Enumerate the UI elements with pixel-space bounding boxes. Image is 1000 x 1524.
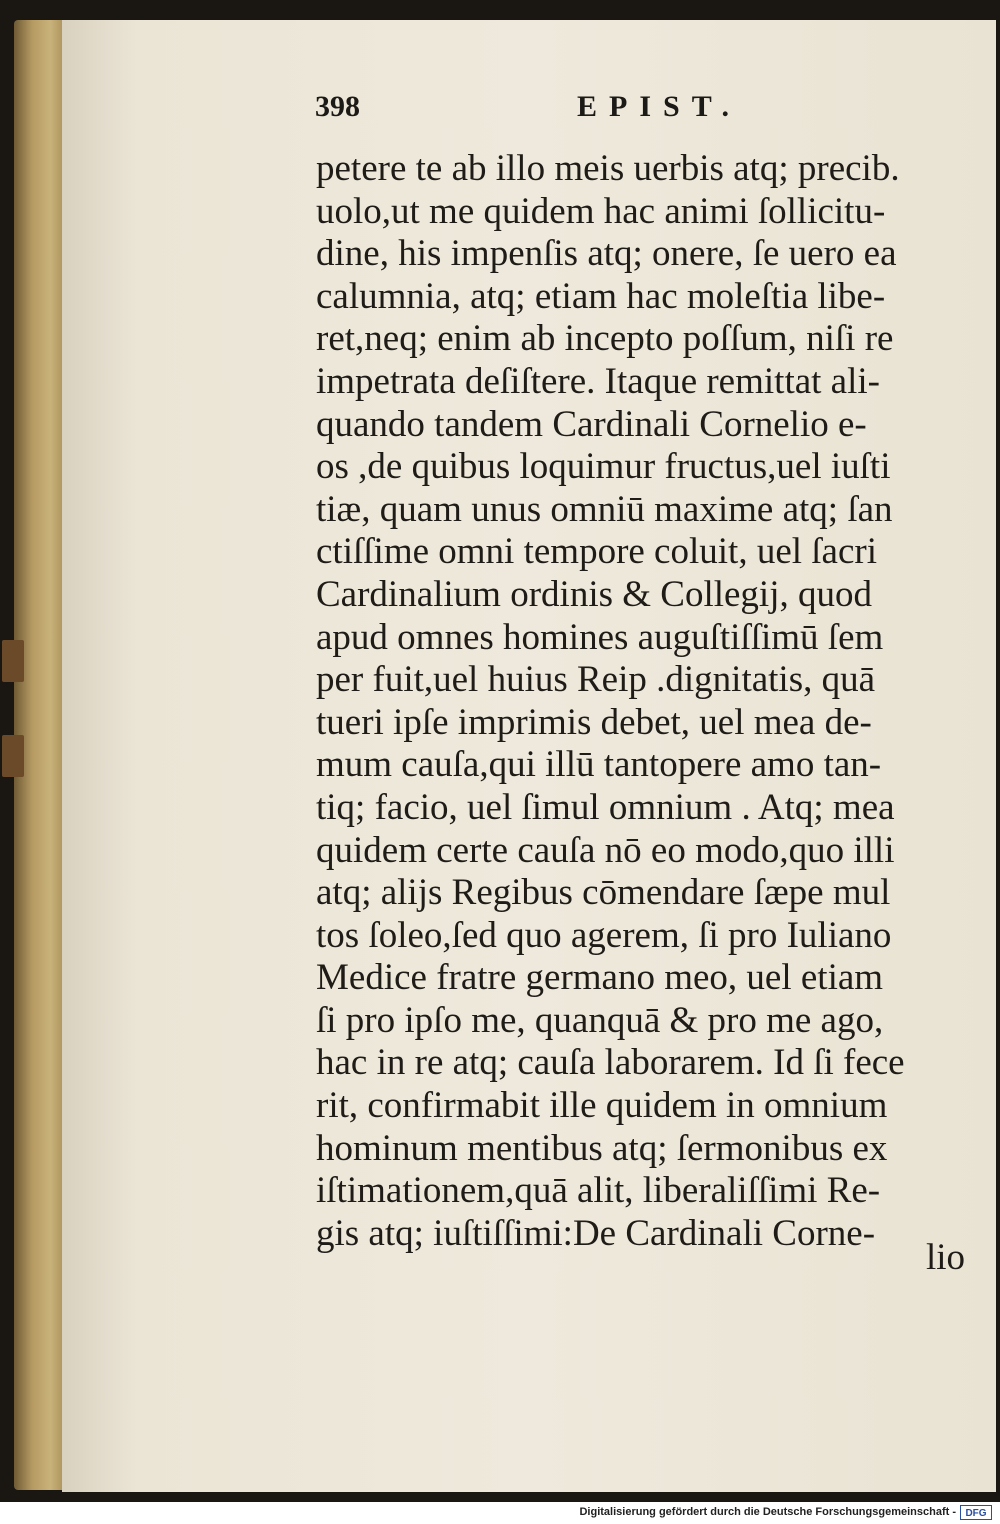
text-line: calumnia, atq; etiam hac moleſtia libe- xyxy=(316,275,886,317)
binding-strap xyxy=(2,735,24,777)
text-line: ſi pro ipſo me, quanquā & pro me ago, xyxy=(316,999,884,1041)
text-line: quando tandem Cardinali Cornelio e- xyxy=(316,403,867,445)
text-line: dine, his impenſis atq; onere, ſe uero ea xyxy=(316,233,897,275)
text-line: uolo,ut me quidem hac animi ſollicitu- xyxy=(316,190,886,232)
binding-strap xyxy=(2,640,24,682)
text-line: quidem certe cauſa nō eo modo,quo illi xyxy=(316,829,895,871)
text-line: impetrata deſiſtere. Itaque remittat ali- xyxy=(316,360,880,402)
text-line: os ,de quibus loquimur fructus,uel iuſti xyxy=(316,446,891,488)
text-line: apud omnes homines auguſtiſſimū ſem xyxy=(316,616,884,658)
funding-note: Digitalisierung gefördert durch die Deutsche Forschungsgemeinschaft - xyxy=(579,1506,956,1518)
catchword: lio xyxy=(926,1237,966,1278)
text-line: hac in re atq; cauſa laborarem. Id ſi fece xyxy=(316,1042,905,1084)
page-header xyxy=(315,90,955,130)
text-line: hominum mentibus atq; ſermonibus ex xyxy=(316,1127,888,1169)
text-line: atq; alijs Regibus cōmendare ſæpe mul xyxy=(316,872,891,914)
running-head: EPIST. xyxy=(577,90,741,123)
text-line: Medice fratre germano meo, uel etiam xyxy=(316,957,884,999)
footer-bar xyxy=(0,1502,1000,1524)
page-number: 398 xyxy=(315,90,360,123)
text-line: petere te ab illo meis uerbis atq; precib. xyxy=(316,148,900,189)
text-line: gis atq; iuſtiſſimi:De Cardinali Corne- xyxy=(316,1212,876,1254)
text-line: Cardinalium ordinis & Collegij, quod xyxy=(316,573,872,615)
text-line: tiq; facio, uel ſimul omnium . Atq; mea xyxy=(316,786,895,828)
dfg-logo[interactable]: DFG xyxy=(960,1505,992,1520)
text-line: tiæ, quam unus omniū maxime atq; ſan xyxy=(316,488,893,530)
text-line: rit, confirmabit ille quidem in omnium xyxy=(316,1085,888,1127)
body-text xyxy=(316,148,966,1255)
text-line: per fuit,uel huius Reip .dignitatis, quā xyxy=(316,659,876,701)
text-line: iſtimationem,quā alit, liberaliſſimi Re- xyxy=(316,1170,881,1212)
text-line: tos ſoleo,ſed quo agerem, ſi pro Iuliano xyxy=(316,914,892,956)
text-line: ret,neq; enim ab incepto poſſum, niſi re xyxy=(316,318,894,360)
text-line: ctiſſime omni tempore coluit, uel ſacri xyxy=(316,531,877,573)
text-line: tueri ipſe imprimis debet, uel mea de- xyxy=(316,701,872,743)
text-line: mum cauſa,qui illū tantopere amo tan- xyxy=(316,744,882,786)
